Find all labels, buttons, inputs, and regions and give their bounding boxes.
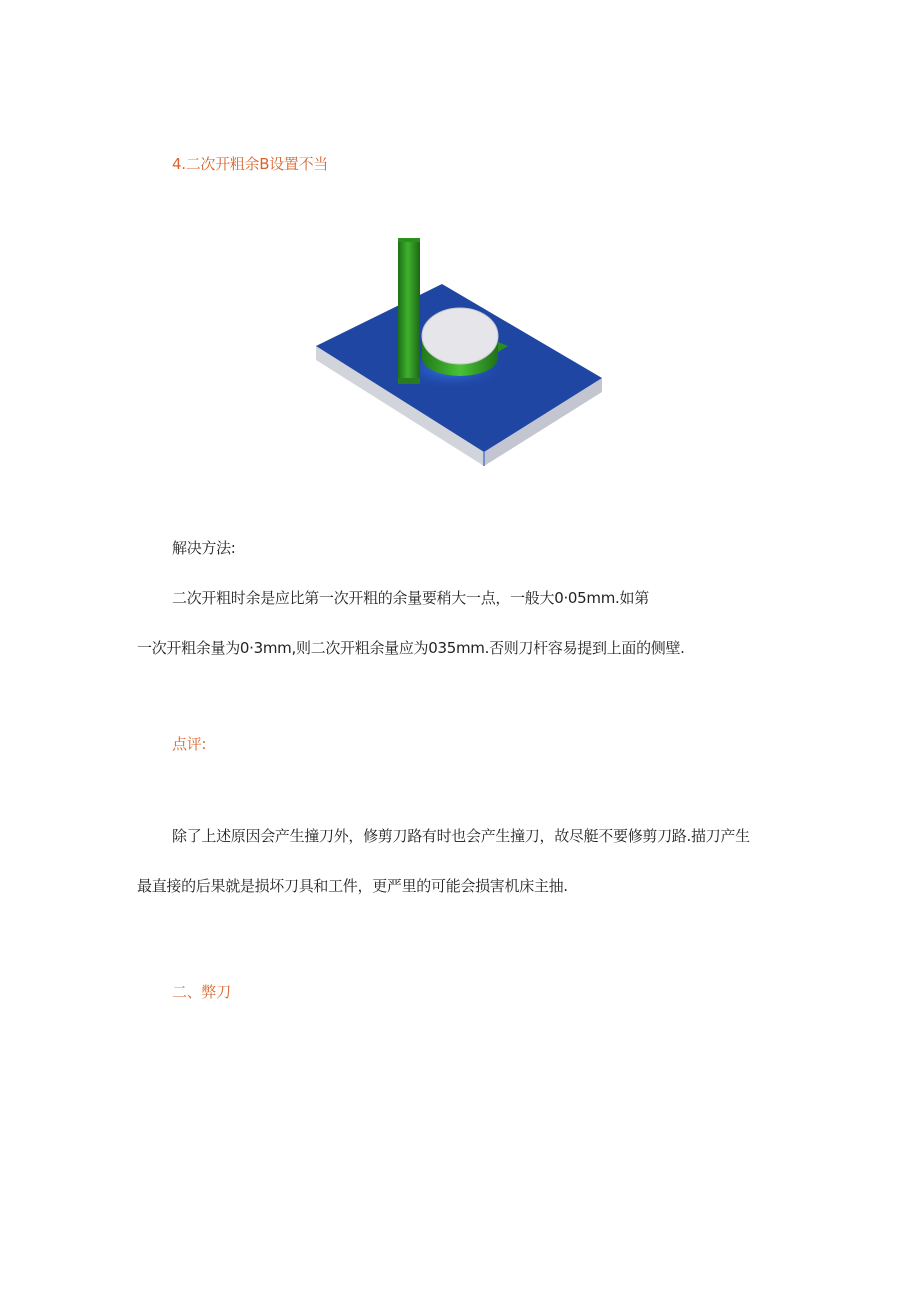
solution-label: 解决方法:: [172, 539, 236, 557]
comment-text-line-1: 除了上述原因会产生撞刀外，修剪刀路有时也会产生撞刀，故尽艇不要修剪刀路.描刀产生: [172, 827, 750, 845]
comment-label: 点评:: [172, 735, 207, 753]
boss-top: [422, 308, 498, 364]
solution-text-line-1: 二次开粗时余是应比第一次开粗的余量要稍大一点，一般大0·05mm.如第: [172, 589, 649, 607]
solution-text-line-2: 一次开粗余量为0·3mm,则二次开粗余量应为035mm.否则刀杆容易提到上面的侧壁.: [137, 639, 685, 657]
tool-shank: [398, 242, 420, 382]
comment-text-line-2: 最直接的后果就是损坏刀具和工件，更严里的可能会损害机床主抽.: [137, 877, 568, 895]
section-heading-4: 4.二次开粗余B设置不当: [172, 155, 329, 173]
collision-illustration: [312, 238, 608, 470]
section-heading-2: 二、弊刀: [172, 983, 231, 1001]
